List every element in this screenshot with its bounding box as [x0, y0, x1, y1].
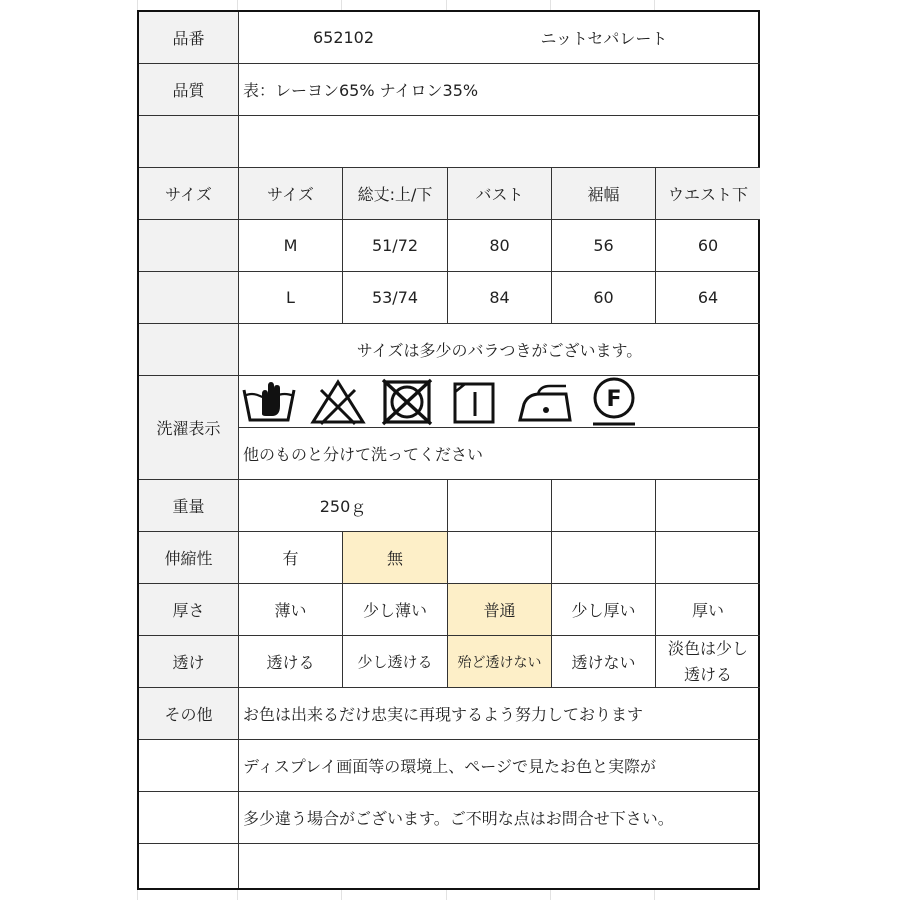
label-other: その他 [139, 688, 239, 740]
size-cell: M [239, 220, 343, 272]
spec-table [137, 10, 760, 890]
dry-clean-f-icon [585, 376, 643, 428]
empty-cell [656, 480, 760, 532]
label-sheer: 透け [139, 636, 239, 688]
gridline [550, 890, 551, 900]
gridline [446, 890, 447, 900]
sheer-option: 透ける [239, 636, 343, 688]
thickness-option: 少し薄い [343, 584, 448, 636]
label-weight: 重量 [139, 480, 239, 532]
empty-label-cell [139, 844, 239, 888]
gridline [237, 890, 238, 900]
other-note-line: 多少違う場合がございます。ご不明な点はお問合せ下さい。 [239, 792, 760, 844]
gridline [137, 890, 138, 900]
other-note-line: ディスプレイ画面等の環境上、ページで見たお色と実際が [239, 740, 760, 792]
material-value: 表：レーヨン65% ナイロン35% [239, 64, 760, 116]
thickness-option: 薄い [239, 584, 343, 636]
sheer-option-line: 透ける [683, 664, 732, 684]
size-cell: 56 [552, 220, 656, 272]
sheer-option-light-color [656, 636, 760, 688]
empty-cell [552, 480, 656, 532]
size-header: サイズ [239, 168, 343, 220]
line-dry-shade-icon [447, 376, 505, 428]
empty-cell [448, 480, 552, 532]
label-stretch: 伸縮性 [139, 532, 239, 584]
size-cell: 60 [552, 272, 656, 324]
gridline [237, 0, 238, 10]
empty-cell [656, 532, 760, 584]
no-tumble-dry-icon [378, 376, 436, 428]
size-header: 総丈:上/下 [343, 168, 448, 220]
gridline [550, 0, 551, 10]
stretch-option: 有 [239, 532, 343, 584]
thickness-option-selected: 普通 [448, 584, 552, 636]
empty-label-cell [139, 272, 239, 324]
size-header: バスト [448, 168, 552, 220]
thickness-option: 少し厚い [552, 584, 656, 636]
size-cell: 51/72 [343, 220, 448, 272]
gridline [341, 890, 342, 900]
empty-label-cell [139, 220, 239, 272]
label-product-code: 品番 [139, 12, 239, 64]
gridline [137, 0, 138, 10]
empty-label-cell [139, 116, 239, 168]
size-cell: 53/74 [343, 272, 448, 324]
sheer-option-line: 淡色は少し [667, 638, 748, 658]
empty-cell [448, 532, 552, 584]
empty-label-cell [139, 792, 239, 844]
sheer-option-selected: 殆ど透けない [448, 636, 552, 688]
label-thickness: 厚さ [139, 584, 239, 636]
size-note: サイズは多少のバラつきがございます。 [239, 324, 760, 376]
size-cell: L [239, 272, 343, 324]
sheer-option: 少し透ける [343, 636, 448, 688]
size-cell: 84 [448, 272, 552, 324]
product-code: 652102 [239, 12, 448, 64]
thickness-option: 厚い [656, 584, 760, 636]
stretch-option-selected: 無 [343, 532, 448, 584]
size-header: ウエスト下 [656, 168, 760, 220]
hand-wash-icon [240, 376, 298, 428]
label-material: 品質 [139, 64, 239, 116]
weight-value: 250ｇ [239, 480, 448, 532]
size-header: 裾幅 [552, 168, 656, 220]
other-note-line: お色は出来るだけ忠実に再現するよう努力しております [239, 688, 760, 740]
empty-cell [239, 844, 760, 888]
size-cell: 80 [448, 220, 552, 272]
label-care: 洗濯表示 [139, 376, 239, 480]
no-bleach-icon [309, 376, 367, 428]
product-name: ニットセパレート [448, 12, 760, 64]
sheer-option: 透けない [552, 636, 656, 688]
svg-text:F: F [606, 387, 622, 412]
care-icons [240, 376, 761, 428]
size-cell: 60 [656, 220, 760, 272]
label-size: サイズ [139, 168, 239, 220]
low-iron-icon [516, 376, 574, 428]
empty-cell [239, 116, 760, 168]
gridline [341, 0, 342, 10]
size-cell: 64 [656, 272, 760, 324]
gridline [446, 0, 447, 10]
gridline [654, 890, 655, 900]
empty-label-cell [139, 324, 239, 376]
empty-cell [552, 532, 656, 584]
care-note: 他のものと分けて洗ってください [239, 428, 760, 480]
gridline [654, 0, 655, 10]
empty-label-cell [139, 740, 239, 792]
